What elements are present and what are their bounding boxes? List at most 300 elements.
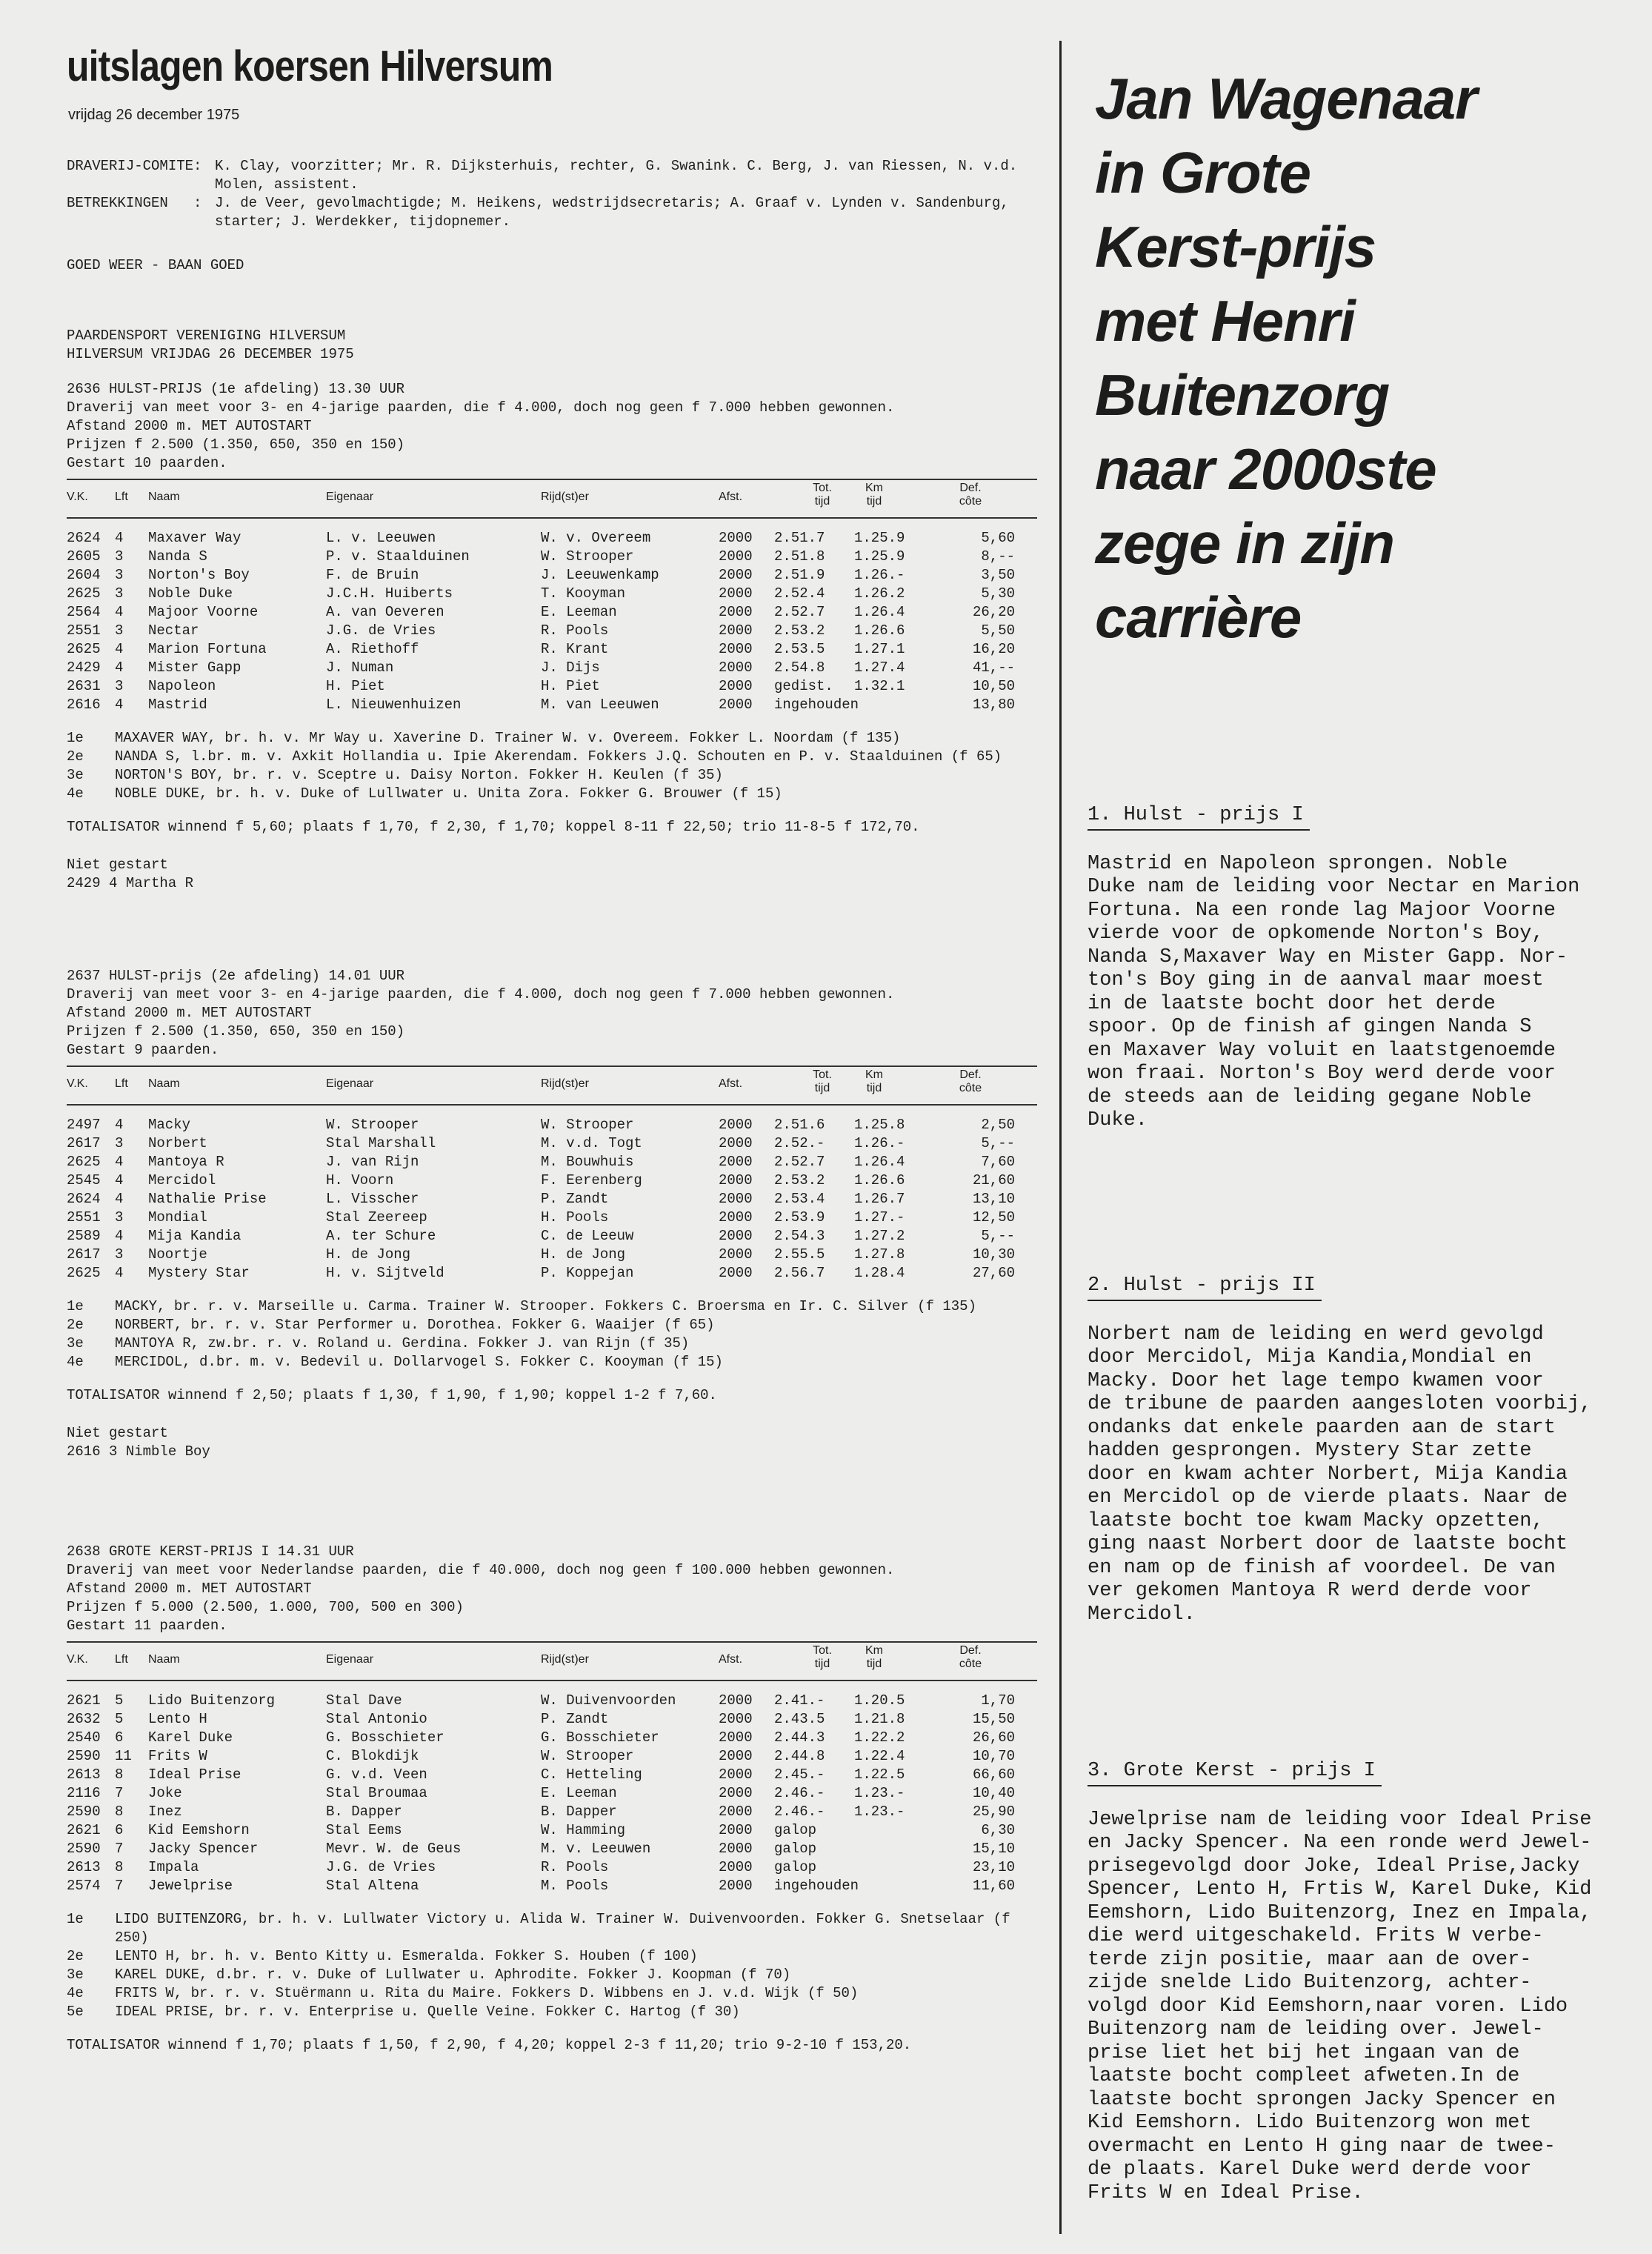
cell-eigenaar: L. Nieuwenhuizen: [326, 697, 462, 713]
cell-lft: 3: [115, 585, 124, 602]
cell-rijder: W. Hamming: [541, 1822, 626, 1838]
cell-lft: 4: [115, 1265, 124, 1281]
cell-rijder: T. Kooyman: [541, 585, 626, 602]
cell-tot-tijd: galop: [774, 1841, 817, 1857]
cell-rijder: G. Bosschieter: [541, 1729, 659, 1746]
cell-rijder: W. Strooper: [541, 1117, 634, 1133]
table-row: [67, 1877, 1037, 1895]
race-intro-line: 2637 HULST-prijs (2e afdeling) 14.01 UUR: [67, 968, 405, 984]
section-line: Mastrid en Napoleon sprongen. Noble: [1088, 852, 1508, 875]
placing-rank: 2e: [67, 1948, 84, 1964]
column-header-line: Def.: [959, 482, 982, 494]
section-line: terde zijn positie, maar aan de over-: [1088, 1948, 1532, 1971]
cell-km-tijd: 1.23.-: [854, 1785, 905, 1801]
section-line: Nanda S,Maxaver Way en Mister Gapp. Nor-: [1088, 945, 1568, 968]
cell-km-tijd: 1.25.9: [854, 548, 905, 565]
cell-lft: 4: [115, 604, 124, 620]
table-row: [67, 1766, 1037, 1784]
cell-tot-tijd: 2.54.8: [774, 659, 825, 676]
cell-rijder: F. Eerenberg: [541, 1172, 642, 1188]
cell-tot-tijd: ingehouden: [774, 1878, 859, 1894]
cell-lft: 3: [115, 678, 124, 694]
race-intro-line: Draverij van meet voor 3- en 4-jarige paarden, die f 4.000, doch nog geen f 7.000 hebben gewonnen.: [67, 986, 895, 1003]
cell-def-cote: 10,30: [972, 1246, 1015, 1263]
placing-rank: 3e: [67, 767, 84, 783]
column-header-line: Km: [865, 1644, 883, 1657]
table-row: [67, 1134, 1037, 1153]
cell-eigenaar: H. Piet: [326, 678, 385, 694]
column-header-tot: [800, 1644, 845, 1671]
cell-lft: 5: [115, 1711, 124, 1727]
section-body: [1088, 1809, 1621, 2206]
cell-afst: 2000: [719, 1803, 753, 1820]
cell-naam: Karel Duke: [148, 1729, 233, 1746]
cell-def-cote: 15,10: [972, 1841, 1015, 1857]
cell-eigenaar: J.C.H. Huiberts: [326, 585, 453, 602]
cell-lft: 11: [115, 1748, 132, 1764]
cell-naam: Impala: [148, 1859, 199, 1875]
cell-naam: Mister Gapp: [148, 659, 242, 676]
cell-eigenaar: A. Riethoff: [326, 641, 419, 657]
cell-naam: Noble Duke: [148, 585, 233, 602]
cell-eigenaar: L. Visscher: [326, 1191, 419, 1207]
column-header-lft: Lft: [115, 1653, 128, 1666]
cell-eigenaar: J. van Rijn: [326, 1154, 419, 1170]
column-header-naam: Naam: [148, 1653, 180, 1666]
cell-lft: 4: [115, 697, 124, 713]
race-intro-line: Afstand 2000 m. MET AUTOSTART: [67, 418, 312, 434]
column-header-vk: V.K.: [67, 1077, 88, 1090]
cell-def-cote: 5,60: [981, 530, 1015, 546]
cell-afst: 2000: [719, 1878, 753, 1894]
race-intro: [67, 380, 1037, 473]
placing-rank: 5e: [67, 2004, 84, 2020]
section-line: hadden gesprongen. Mystery Star zette: [1088, 1440, 1532, 1462]
headline-line: naar 2000ste: [1095, 436, 1436, 502]
race-intro: [67, 1543, 1037, 1635]
cell-eigenaar: B. Dapper: [326, 1803, 402, 1820]
cell-vk: 2625: [67, 585, 101, 602]
cell-rijder: J. Leeuwenkamp: [541, 567, 659, 583]
cell-def-cote: 5,50: [981, 622, 1015, 639]
section-title: 1. Hulst - prijs I: [1088, 804, 1310, 831]
cell-afst: 2000: [719, 1117, 753, 1133]
cell-vk: 2617: [67, 1135, 101, 1151]
cell-eigenaar: L. v. Leeuwen: [326, 530, 436, 546]
column-header-lft: Lft: [115, 1077, 128, 1090]
placing-row: [67, 729, 1037, 748]
placing-rank: 2e: [67, 748, 84, 765]
race-intro: [67, 967, 1037, 1060]
cell-naam: Jacky Spencer: [148, 1841, 259, 1857]
cell-afst: 2000: [719, 1228, 753, 1244]
cell-afst: 2000: [719, 659, 753, 676]
cell-afst: 2000: [719, 1711, 753, 1727]
cell-def-cote: 23,10: [972, 1859, 1015, 1875]
cell-naam: Joke: [148, 1785, 182, 1801]
placing-text: LIDO BUITENZORG, br. h. v. Lullwater Victory u. Alida W. Trainer W. Duivenvoorden. Fokker G. Snetselaar (f 250): [115, 1911, 1010, 1946]
cell-afst: 2000: [719, 585, 753, 602]
placing-rank: 1e: [67, 1298, 84, 1314]
cell-vk: 2545: [67, 1172, 101, 1188]
cell-afst: 2000: [719, 697, 753, 713]
section-line: ver gekomen Mantoya R werd derde voor: [1088, 1580, 1532, 1602]
placing-text: MERCIDOL, d.br. m. v. Bedevil u. Dollarvogel S. Fokker C. Kooyman (f 15): [115, 1354, 723, 1370]
cell-vk: 2624: [67, 530, 101, 546]
placing-text: MACKY, br. r. v. Marseille u. Carma. Trainer W. Strooper. Fokkers C. Broersma en Ir. C. Silver (f 135): [115, 1298, 976, 1314]
cell-def-cote: 41,--: [972, 659, 1015, 676]
cell-vk: 2616: [67, 697, 101, 713]
cell-def-cote: 10,40: [972, 1785, 1015, 1801]
cell-km-tijd: 1.27.1: [854, 641, 905, 657]
cell-eigenaar: J.G. de Vries: [326, 622, 436, 639]
column-header-eigenaar: Eigenaar: [326, 1653, 374, 1666]
cell-vk: 2590: [67, 1803, 101, 1820]
placing-text: NORTON'S BOY, br. r. v. Sceptre u. Daisy Norton. Fokker H. Keulen (f 35): [115, 767, 723, 783]
cell-tot-tijd: 2.41.-: [774, 1692, 825, 1709]
column-header-tot: [800, 1068, 845, 1095]
cell-km-tijd: 1.25.9: [854, 530, 905, 546]
cell-def-cote: 7,60: [981, 1154, 1015, 1170]
section-line: de tribune de paarden aangesloten voorbij,: [1088, 1393, 1592, 1415]
cell-rijder: C. Hetteling: [541, 1766, 642, 1783]
column-header-afst: Afst.: [719, 1077, 743, 1090]
cell-rijder: W. Strooper: [541, 1748, 634, 1764]
cell-lft: 4: [115, 1191, 124, 1207]
cell-naam: Kid Eemshorn: [148, 1822, 250, 1838]
section-line: spoor. Op de finish af gingen Nanda S: [1088, 1016, 1532, 1038]
section-line: Buitenzorg nam de leiding over. Jewel-: [1088, 2018, 1544, 2041]
cell-km-tijd: 1.21.8: [854, 1711, 905, 1727]
race-intro-line: Prijzen f 2.500 (1.350, 650, 350 en 150): [67, 436, 405, 453]
cell-vk: 2551: [67, 1209, 101, 1226]
column-header-line: tijd: [814, 1082, 830, 1094]
race-intro-line: Gestart 9 paarden.: [67, 1042, 219, 1058]
cell-vk: 2564: [67, 604, 101, 620]
officials-text: J. de Veer, gevolmachtigde; M. Heikens, wedstrijdsecretaris; A. Graaf v. Lynden v. Sandenburg, starter; J. Werdekker, tijdopnemer.: [215, 195, 1009, 230]
cell-def-cote: 12,50: [972, 1209, 1015, 1226]
cell-afst: 2000: [719, 1265, 753, 1281]
cell-rijder: M. v. Leeuwen: [541, 1841, 651, 1857]
cell-naam: Macky: [148, 1117, 191, 1133]
cell-naam: Mija Kandia: [148, 1228, 242, 1244]
placing-row: [67, 1984, 1037, 2003]
section-line: ondanks dat enkele paarden aan de start: [1088, 1416, 1556, 1439]
table-row: [67, 659, 1037, 677]
cell-tot-tijd: 2.51.6: [774, 1117, 825, 1133]
cell-rijder: M. v.d. Togt: [541, 1135, 642, 1151]
column-header-def: [941, 482, 1000, 508]
race-block: [67, 967, 1037, 1461]
table-row: [67, 1692, 1037, 1710]
table-row: [67, 696, 1037, 714]
cell-vk: 2617: [67, 1246, 101, 1263]
cell-def-cote: 27,60: [972, 1265, 1015, 1281]
cell-naam: Jewelprise: [148, 1878, 233, 1894]
headline-line: zege in zijn: [1095, 511, 1395, 576]
table-row: [67, 622, 1037, 640]
cell-def-cote: 3,50: [981, 567, 1015, 583]
placing-text: MAXAVER WAY, br. h. v. Mr Way u. Xaverine D. Trainer W. v. Overeem. Fokker L. Noordam (f 135): [115, 730, 901, 746]
cell-afst: 2000: [719, 567, 753, 583]
table-row: [67, 1858, 1037, 1877]
cell-tot-tijd: 2.53.2: [774, 1172, 825, 1188]
organizer-line: HILVERSUM VRIJDAG 26 DECEMBER 1975: [67, 346, 354, 362]
placing-text: FRITS W, br. r. v. Stuërmann u. Rita du Maire. Fokkers D. Wibbens en J. v.d. Wijk (f 50): [115, 1985, 859, 2001]
cell-vk: 2429: [67, 659, 101, 676]
cell-naam: Mystery Star: [148, 1265, 250, 1281]
cell-naam: Lido Buitenzorg: [148, 1692, 276, 1709]
cell-def-cote: 2,50: [981, 1117, 1015, 1133]
column-header-naam: Naam: [148, 1077, 180, 1090]
cell-eigenaar: Stal Zeereep: [326, 1209, 427, 1226]
placing-text: MANTOYA R, zw.br. r. v. Roland u. Gerdina. Fokker J. van Rijn (f 35): [115, 1335, 690, 1352]
cell-km-tijd: 1.26.2: [854, 585, 905, 602]
column-header-vk: V.K.: [67, 491, 88, 503]
cell-vk: 2625: [67, 1265, 101, 1281]
section-line: en Maxaver Way voluit en laatstgenoemde: [1088, 1039, 1556, 1062]
cell-km-tijd: 1.22.2: [854, 1729, 905, 1746]
cell-afst: 2000: [719, 1785, 753, 1801]
column-header-eigenaar: Eigenaar: [326, 491, 374, 503]
cell-lft: 3: [115, 1209, 124, 1226]
section-line: door en kwam achter Norbert, Mija Kandia: [1088, 1463, 1568, 1486]
cell-def-cote: 15,50: [972, 1711, 1015, 1727]
cell-lft: 7: [115, 1878, 124, 1894]
cell-rijder: P. Zandt: [541, 1711, 609, 1727]
results-table-header: [67, 1066, 1037, 1106]
cell-lft: 3: [115, 567, 124, 583]
placing-rank: 3e: [67, 1967, 84, 1983]
placing-row: [67, 785, 1037, 803]
cell-naam: Norton's Boy: [148, 567, 250, 583]
table-row: [67, 1840, 1037, 1858]
cell-lft: 3: [115, 622, 124, 639]
results-column: [67, 41, 1037, 2055]
table-row: [67, 1209, 1037, 1227]
table-row: [67, 1264, 1037, 1283]
cell-rijder: H. Piet: [541, 678, 600, 694]
page-title: uitslagen koersen Hilversum: [67, 42, 553, 90]
section-line: won fraai. Norton's Boy werd derde voor: [1088, 1063, 1556, 1085]
cell-naam: Norbert: [148, 1135, 207, 1151]
cell-eigenaar: A. van Oeveren: [326, 604, 444, 620]
section-title: 2. Hulst - prijs II: [1088, 1274, 1322, 1301]
section-line: in de laatste bocht door het derde: [1088, 992, 1496, 1015]
feature-headline: [1095, 61, 1652, 654]
column-header-line: Def.: [959, 1644, 982, 1657]
cell-vk: 2621: [67, 1692, 101, 1709]
section-line: Kid Eemshorn. Lido Buitenzorg won met: [1088, 2112, 1532, 2134]
column-header-eigenaar: Eigenaar: [326, 1077, 374, 1090]
section-line: de plaats. Karel Duke werd derde voor: [1088, 2158, 1532, 2181]
column-header-line: Tot.: [813, 482, 832, 494]
cell-naam: Maxaver Way: [148, 530, 242, 546]
cell-def-cote: 10,50: [972, 678, 1015, 694]
cell-rijder: B. Dapper: [541, 1803, 617, 1820]
section-line: Fortuna. Na een ronde lag Majoor Voorne: [1088, 899, 1556, 922]
cell-naam: Napoleon: [148, 678, 216, 694]
cell-vk: 2632: [67, 1711, 101, 1727]
column-header-def: [941, 1644, 1000, 1671]
section-line: Duke.: [1088, 1109, 1148, 1131]
cell-lft: 4: [115, 1154, 124, 1170]
officials-functions: [67, 194, 1037, 231]
placing-rank: 2e: [67, 1317, 84, 1333]
cell-tot-tijd: 2.53.9: [774, 1209, 825, 1226]
cell-tot-tijd: galop: [774, 1859, 817, 1875]
cell-lft: 3: [115, 1246, 124, 1263]
cell-def-cote: 10,70: [972, 1748, 1015, 1764]
cell-tot-tijd: 2.53.2: [774, 622, 825, 639]
report-section: [1088, 1274, 1621, 1626]
not-started: [67, 1424, 1037, 1461]
cell-km-tijd: 1.27.8: [854, 1246, 905, 1263]
section-line: Spencer, Lento H, Frtis W, Karel Duke, Kid: [1088, 1878, 1592, 1901]
section-line: ton's Boy ging in de aanval maar moest: [1088, 969, 1544, 991]
section-line: vierde voor de opkomende Norton's Boy,: [1088, 922, 1544, 945]
cell-lft: 7: [115, 1841, 124, 1857]
cell-eigenaar: H. v. Sijtveld: [326, 1265, 444, 1281]
section-line: door Mercidol, Mija Kandia,Mondial en: [1088, 1346, 1532, 1369]
section-line: prise liet het bij het ingaan van de: [1088, 2041, 1520, 2064]
table-row: [67, 1821, 1037, 1840]
cell-eigenaar: P. v. Staalduinen: [326, 548, 470, 565]
section-line: zijde snelde Lido Buitenzorg, achter-: [1088, 1972, 1532, 1994]
cell-def-cote: 5,--: [981, 1228, 1015, 1244]
cell-vk: 2621: [67, 1822, 101, 1838]
cell-def-cote: 16,20: [972, 641, 1015, 657]
table-row: [67, 1227, 1037, 1246]
cell-afst: 2000: [719, 1859, 753, 1875]
cell-tot-tijd: 2.44.3: [774, 1729, 825, 1746]
cell-rijder: R. Pools: [541, 1859, 609, 1875]
column-header-line: côte: [959, 495, 982, 508]
race-intro-line: Gestart 10 paarden.: [67, 455, 227, 471]
cell-km-tijd: 1.32.1: [854, 678, 905, 694]
cell-afst: 2000: [719, 1209, 753, 1226]
race-intro-line: Afstand 2000 m. MET AUTOSTART: [67, 1580, 312, 1597]
organizer: [67, 327, 1037, 364]
section-line: volgd door Kid Eemshorn,naar voren. Lido: [1088, 1995, 1568, 2018]
placing-rank: 3e: [67, 1335, 84, 1352]
column-header-afst: Afst.: [719, 491, 743, 503]
column-header-rijder: Rijd(st)er: [541, 491, 589, 503]
cell-km-tijd: 1.27.4: [854, 659, 905, 676]
section-line: en Mercidol op de vierde plaats. Naar de: [1088, 1486, 1568, 1509]
officials-label: DRAVERIJ-COMITE:: [67, 158, 202, 174]
column-header-rijder: Rijd(st)er: [541, 1653, 589, 1666]
cell-afst: 2000: [719, 1766, 753, 1783]
cell-naam: Lento H: [148, 1711, 207, 1727]
cell-eigenaar: F. de Bruin: [326, 567, 419, 583]
results-table-header: [67, 479, 1037, 519]
not-started-horse: 2616 3 Nimble Boy: [67, 1443, 210, 1460]
officials-text: K. Clay, voorzitter; Mr. R. Dijksterhuis, rechter, G. Swanink. C. Berg, J. van Riessen, N. v.d. Molen, assistent.: [215, 158, 1018, 193]
section-line: die werd uitgeschakeld. Frits W verbe-: [1088, 1925, 1544, 1947]
cell-lft: 5: [115, 1692, 124, 1709]
cell-rijder: W. Strooper: [541, 548, 634, 565]
column-header-km: [852, 1068, 896, 1095]
cell-vk: 2625: [67, 1154, 101, 1170]
placing-row: [67, 1334, 1037, 1353]
cell-vk: 2540: [67, 1729, 101, 1746]
cell-afst: 2000: [719, 1154, 753, 1170]
section-line: Macky. Door het lage tempo kwamen voor: [1088, 1369, 1544, 1392]
cell-def-cote: 25,90: [972, 1803, 1015, 1820]
cell-afst: 2000: [719, 1748, 753, 1764]
column-header-naam: Naam: [148, 491, 180, 503]
cell-lft: 4: [115, 659, 124, 676]
cell-tot-tijd: gedist.: [774, 678, 833, 694]
cell-eigenaar: J. Numan: [326, 659, 394, 676]
column-header-vk: V.K.: [67, 1653, 88, 1666]
race-intro-line: 2638 GROTE KERST-PRIJS I 14.31 UUR: [67, 1543, 354, 1560]
section-line: de steeds aan de leiding gegane Noble: [1088, 1086, 1532, 1108]
placings: [67, 1910, 1037, 2021]
column-header-line: côte: [959, 1082, 982, 1094]
cell-afst: 2000: [719, 1172, 753, 1188]
column-header-km: [852, 482, 896, 508]
cell-tot-tijd: 2.53.5: [774, 641, 825, 657]
cell-naam: Ideal Prise: [148, 1766, 242, 1783]
cell-rijder: E. Leeman: [541, 604, 617, 620]
cell-rijder: P. Koppejan: [541, 1265, 634, 1281]
race-intro-line: Gestart 11 paarden.: [67, 1618, 227, 1634]
cell-km-tijd: 1.26.6: [854, 622, 905, 639]
officials-committee: [67, 157, 1037, 194]
cell-afst: 2000: [719, 1246, 753, 1263]
column-header-line: Tot.: [813, 1644, 832, 1657]
cell-lft: 8: [115, 1803, 124, 1820]
cell-km-tijd: 1.26.6: [854, 1172, 905, 1188]
cell-afst: 2000: [719, 1729, 753, 1746]
cell-lft: 4: [115, 530, 124, 546]
race-intro-line: Draverij van meet voor Nederlandse paarden, die f 40.000, doch nog geen f 100.000 hebben gewonnen.: [67, 1562, 895, 1578]
placing-rank: 1e: [67, 730, 84, 746]
cell-eigenaar: H. Voorn: [326, 1172, 394, 1188]
race-block: [67, 1543, 1037, 2055]
cell-def-cote: 6,30: [981, 1822, 1015, 1838]
section-line: Duke nam de leiding voor Nectar en Marion: [1088, 876, 1580, 898]
cell-eigenaar: Stal Altena: [326, 1878, 419, 1894]
table-row: [67, 1246, 1037, 1264]
cell-afst: 2000: [719, 604, 753, 620]
cell-tot-tijd: 2.51.7: [774, 530, 825, 546]
table-row: [67, 1153, 1037, 1171]
cell-lft: 8: [115, 1859, 124, 1875]
cell-rijder: J. Dijs: [541, 659, 600, 676]
placing-row: [67, 2003, 1037, 2021]
cell-def-cote: 66,60: [972, 1766, 1015, 1783]
cell-vk: 2116: [67, 1785, 101, 1801]
table-row: [67, 1784, 1037, 1803]
cell-eigenaar: Stal Broumaa: [326, 1785, 427, 1801]
cell-vk: 2589: [67, 1228, 101, 1244]
placing-rank: 4e: [67, 785, 84, 802]
cell-km-tijd: 1.23.-: [854, 1803, 905, 1820]
report-section: [1088, 804, 1621, 1133]
cell-rijder: H. Pools: [541, 1209, 609, 1226]
section-body: [1088, 853, 1621, 1133]
cell-tot-tijd: 2.54.3: [774, 1228, 825, 1244]
placing-text: NANDA S, l.br. m. v. Axkit Hollandia u. Ipie Akerendam. Fokkers J.Q. Schouten en P. v. Staalduinen (f 65): [115, 748, 1002, 765]
headline-line: Kerst-prijs: [1095, 214, 1376, 279]
cell-rijder: W. Duivenvoorden: [541, 1692, 676, 1709]
cell-afst: 2000: [719, 622, 753, 639]
cell-naam: Noortje: [148, 1246, 207, 1263]
column-header-line: Tot.: [813, 1068, 832, 1081]
